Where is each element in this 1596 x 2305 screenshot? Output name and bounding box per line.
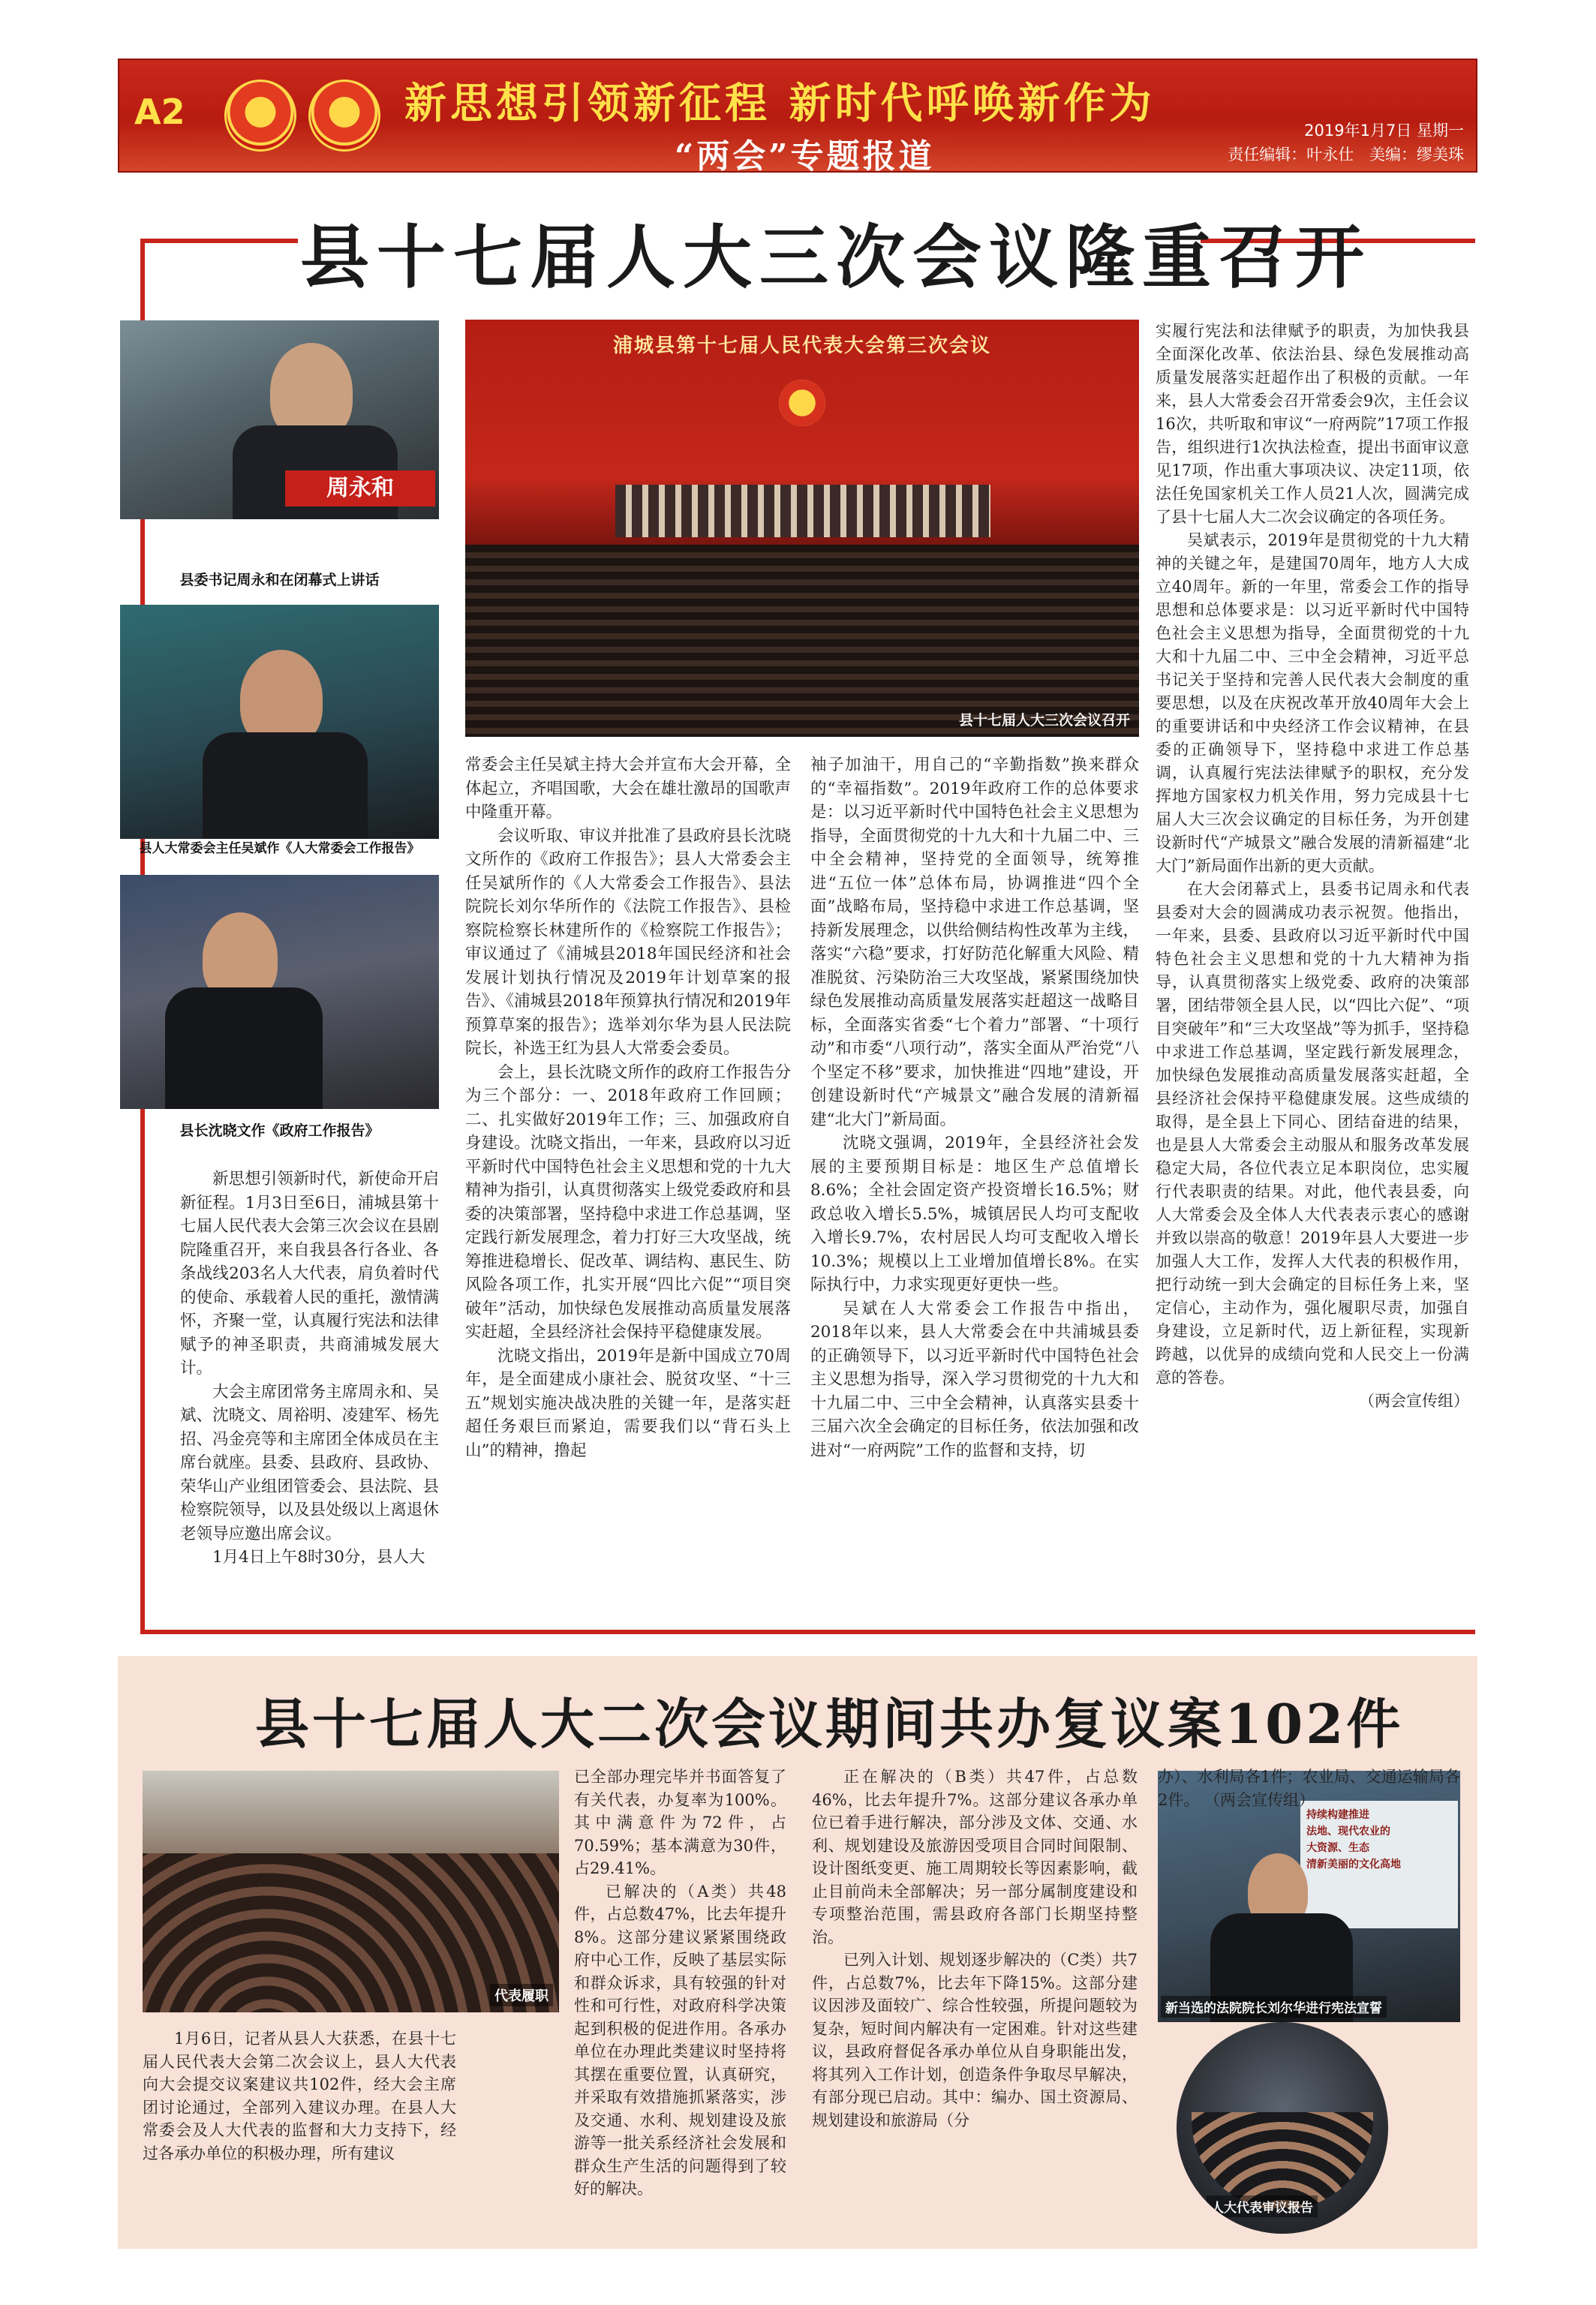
photo3-caption: 县长沈晓文作《政府工作报告》 (179, 1122, 380, 1139)
issue-date: 2019年1月7日 星期一 (1304, 122, 1464, 140)
national-emblem-icon (224, 80, 296, 152)
page-number: A2 (134, 92, 185, 132)
photo-county-secretary (120, 320, 439, 519)
paragraph: 已解决的（A类）共48件，占总数47%，比去年提升8%。这部分建议紧紧围绕政府中心工作，反映了基层实际和群众诉求，具有较强的针对性和可行性，对政府科学决策起到积极的促进作用。各承办单位在办理此类建议时坚持将其摆在重要位置，认真研究，并采取有效措施抓紧落实，涉及交通、水利、规划建设及旅游等一批关系经济社会发展和群众生产生活的问题得到了较好的解决。 (574, 1882, 786, 2198)
byline: （两会宣传组） (1359, 1392, 1469, 1410)
paragraph: 已列入计划、规划逐步解决的（C类）共7件，占总数7%，比去年下降15%。这部分建议因涉及面较广、综合性较强，所提问题较为复杂，短时间内解决有一定困难。针对这些建议，县政府督促各承办单位从自身职能出发，将其列入工作计划，创造条件争取尽早解决，有部分现已启动。其中：编办、国土资源局、规划建设和旅游局（分 (812, 1951, 1138, 2129)
audience-rows (465, 545, 1139, 737)
oath-photo-caption: 新当选的法院院长刘尔华进行宪法宣誓 (1161, 1996, 1387, 2018)
paragraph: 在大会闭幕式上，县委书记周永和代表县委对大会的圆满成功表示祝贺。他指出，一年来，县委、县政府以习近平新时代中国特色社会主义思想和党的十九大精神为指导，认真贯彻落实上级党委、政府的决策部署，团结带领全县人民，以“四比六促”、“项目突破年”和“三大攻坚战”等为抓手，坚持稳中求进工作总基调，坚定践行新发展理念，加快绿色发展推动高质量发展落实赶超，全县经济社会保持平稳健康发展。这些成绩的取得，是全县上下同心、团结奋进的结果，也是县人大常委会主动服从和服务改革发展稳定大局，各位代表立足本职岗位，忠实履行代表职责的结果。对此，他代表县委，向人大常委会及全体人大代表表示衷心的感谢并致以崇高的敬意！2019年县人大要进一步加强人大工作，发挥人大代表的积极作用，把行动统一到大会确定的目标任务上来，坚定信心，主动作为，强化履职尽责，加强自身建设，立足新时代，迈上新征程，实现新跨越，以优异的成绩向党和人民交上一份满意的答卷。 (1156, 880, 1469, 1387)
paragraph: 吴斌表示，2019年是贯彻党的十九大精神的关键之年，是建国70周年，地方人大成立40周年。新的一年里，常委会工作的指导思想和总体要求是：以习近平新时代中国特色社会主义思想为指导，全面贯彻党的十九大和十九届二中、三中全会精神，习近平总书记关于坚持和完善人民代表大会制度的重要思想，以及在庆祝改革开放40周年大会上的重要讲话和中央经济工作会议精神，在县委的正确领导下，坚持稳中求进工作总基调，认真履行宪法法律赋予的职权，充分发挥地方国家权力机关作用，努力完成县十七届人大三次会议确定的目标任务，为开创建设新时代“产城景文”融合发展的清新福建“北大门”新局面作出新的更大贡献。 (1156, 531, 1469, 875)
paragraph: 常委会主任吴斌主持大会并宣布大会开幕，全体起立，齐唱国歌，大会在雄壮激昂的国歌声中隆重开幕。 (465, 756, 791, 822)
article2-column-2 (465, 1766, 786, 2201)
nameplate: 周永和 (285, 470, 435, 506)
masthead (118, 59, 1477, 176)
photo1-caption: 县委书记周永和在闭幕式上讲话 (179, 572, 380, 588)
paragraph: 正在解决的（B类）共47件，占总数46%，比去年提升7%。这部分建议各承办单位已着手进行解决，部分涉及文体、交通、水利、规划建设及旅游因受项目合同时间限制、设计图纸变更、施工周期较长等因素影响，截止目前尚未全部解决；另一部分属制度建设和专项整治范围，需县政府各部门长期坚持整治。 (812, 1768, 1138, 1946)
paragraph: 办）、水利局各1件；农业局、交通运输局各2件。 （两会宣传组） (1158, 1768, 1460, 1809)
article1-column-1 (180, 1168, 439, 1570)
paragraph: 实履行宪法和法律赋予的职责，为加快我县全面深化改革、依法治县、绿色发展推动高质量发展落实赶超作出了积极的贡献。一年来，县人大常委会召开常委会9次，主任会议16次，共听取和审议“一府两院”17项工作报告，组织进行1次执法检查，提出书面审议意见17项，作出重大事项决议、决定11项，依法任免国家机关工作人员21人次，圆满完成了县十七届人大二次会议确定的各项任务。 (1156, 322, 1469, 526)
npc-emblem-icon (308, 80, 380, 152)
review-photo-caption: 人大代表审议报告 (1207, 2195, 1318, 2217)
paragraph: 大会主席团常务主席周永和、吴斌、沈晓文、周裕明、凌建军、杨先招、冯金亮等和主席团全体成员在主席台就座。县委、县政府、县政协、荣华山产业组团管委会、县法院、县检察院领导，以及县处级以上离退休老领导应邀出席会议。 (180, 1382, 439, 1543)
paragraph: 1月6日，记者从县人大获悉，在县十七届人民代表大会第二次会议上，县人大代表向大会提交议案建议共102件，经大会主席团讨论通过，全部列入建议办理。在县人大常委会及人大代表的监督和大力支持下，经过各承办单位的积极办理，所有建议 (143, 2030, 456, 2162)
frame-top-rule-left (140, 239, 298, 243)
photo-congress-director (120, 605, 439, 839)
paragraph: 会上，县长沈晓文所作的政府工作报告分为三个部分：一、2018年政府工作回顾；二、扎实做好2019年工作；三、加强政府自身建设。沈晓文指出，一年来，县政府以习近平新时代中国特色社会主义思想和党的十九大精神为指引，认真贯彻落实上级党委政府和县委的决策部署，坚持稳中求进工作总基调，坚定践行新发展理念，着力打好三大攻坚战，统筹推进稳增长、促改革、调结构、惠民生、防风险各项工作，扎实开展“四比六促”“项目突破年”活动，加快绿色发展推动高质量发展落实赶超，全县经济社会保持平稳健康发展。 (465, 1062, 791, 1342)
photo-delegates-review (1177, 2022, 1388, 2234)
special-report-title: “两会”专题报道 (675, 137, 935, 176)
paragraph: 沈晓文指出，2019年是新中国成立70周年，是全面建成小康社会、脱贫攻坚、“十三五”规划实施决战决胜的关键一年，是落实赶超任务艰巨而紧迫，需要我们以“背石头上山”的精神，撸起 (465, 1346, 791, 1460)
designer-label: 美编：缪美珠 (1369, 146, 1464, 164)
masthead-slogan: 新思想引领新征程 新时代呼唤新作为 (404, 80, 1156, 128)
photo-county-mayor (120, 875, 439, 1109)
article2-column-4 (1158, 1766, 1460, 1811)
speaker-body-shape (203, 732, 368, 839)
paragraph: 1月4日上午8时30分，县人大 (212, 1548, 425, 1567)
paragraph: 会议听取、审议并批准了县政府县长沈晓文所作的《政府工作报告》；县人大常委会主任吴斌所作的《人大常委会工作报告》、县法院院长刘尔华所作的《法院工作报告》、县检察院检察长林建所作的《检察院工作报告》；审议通过了《浦城县2018年国民经济和社会发展计划执行情况及2019年计划草案的报告》、《浦城县2018年预算执行情况和2019年预算草案的报告》；选举刘尔华为县人民法院院长，补选王红为县人大常委会委员。 (465, 826, 791, 1058)
assembly-banner: 浦城县第十七届人民代表大会第三次会议 (612, 335, 991, 357)
article2-column-1 (143, 2027, 456, 2165)
article1-column-4 (1156, 320, 1469, 1413)
photo2-caption: 县人大常委会主任吴斌作《人大常委会工作报告》 (139, 841, 420, 856)
editor-label: 责任编辑：叶永仕 (1228, 146, 1354, 164)
paragraph: 吴斌在人大常委会工作报告中指出，2018年以来，县人大常委会在中共浦城县委的正确领导下，以习近平新时代中国特色社会主义思想为指导，深入学习贯彻党的十九大和十九届二中、三中全会精神，认真落实县委十三届六次全会确定的目标任务，依法加强和改进对“一府两院”工作的监督和支持，切 (810, 1299, 1139, 1460)
frame-bottom-rule (140, 1630, 1475, 1634)
editors-line (1228, 143, 1464, 165)
main-photo-caption: 县十七届人大三次会议召开 (958, 712, 1130, 729)
paragraph: 袖子加油干，用自己的“辛勤指数”换来群众的“幸福指数”。2019年政府工作的总体要求是：以习近平新时代中国特色社会主义思想为指导，全面贯彻党的十九大和十九届二中、三中全会精神，坚持党的全面领导，统筹推进“五位一体”总体布局，协调推进“四个全面”战略布局，坚持稳中求进工作总基调，坚持新发展理念，以供给侧结构性改革为主线，落实“六稳”要求，打好防范化解重大风险、精准脱贫、污染防治三大攻坚战，紧紧围绕加快绿色发展推动高质量发展落实赶超这一战略目标，全面落实省委“七个着力”部署、“十项行动”和市委“八项行动”，落实全面从严治党“八个坚定不移”要求，加快推进“四地”建设，开创建设新时代“产城景文”融合发展的清新福建“北大门”新局面。 (810, 756, 1139, 1129)
photo-main-assembly (465, 320, 1139, 737)
article1-column-3 (810, 753, 1139, 1462)
stage-emblem-icon (779, 380, 825, 426)
delegates-photo-caption: 代表履职 (490, 1984, 553, 2006)
article1-headline: 县十七届人大三次会议隆重召开 (300, 218, 1372, 298)
article2-column-3 (812, 1766, 1138, 2132)
paragraph: 新思想引领新时代，新使命开启新征程。1月3日至6日，浦城县第十七届人民代表大会第三次会议在县剧院隆重召开，来自我县各行各业、各条战线203名人大代表，肩负着时代的使命、承载着人民的重托，激情满怀，齐聚一堂，认真履行宪法和法律赋予的神圣职责，共商浦城发展大计。 (180, 1170, 439, 1378)
paragraph: 沈晓文强调，2019年，全县经济社会发展的主要预期目标是：地区生产总值增长8.6%；全社会固定资产投资增长16.5%；财政总收入增长5.5%，城镇居民人均可支配收入增长9.7%，农村居民人均可支配收入增长10.3%；规模以上工业增加值增长8%。在实际执行中，力求实现更好更快一些。 (810, 1134, 1139, 1294)
speaker-body-shape (165, 987, 323, 1109)
oath-backdrop-banner: 持续构建推进 法地、现代农业的 大资源、生态 清新美丽的文化高地 (1300, 1801, 1458, 1928)
article1-column-2 (465, 753, 791, 1462)
paragraph: 已全部办理完毕并书面答复了有关代表，办复率为100%。其中满意件为72件，占70.59%；基本满意为30件，占29.41%。 (574, 1768, 786, 1877)
stage-rostrum (615, 485, 990, 537)
article2-headline: 县十七届人大二次会议期间共办复议案102件 (255, 1692, 1404, 1756)
